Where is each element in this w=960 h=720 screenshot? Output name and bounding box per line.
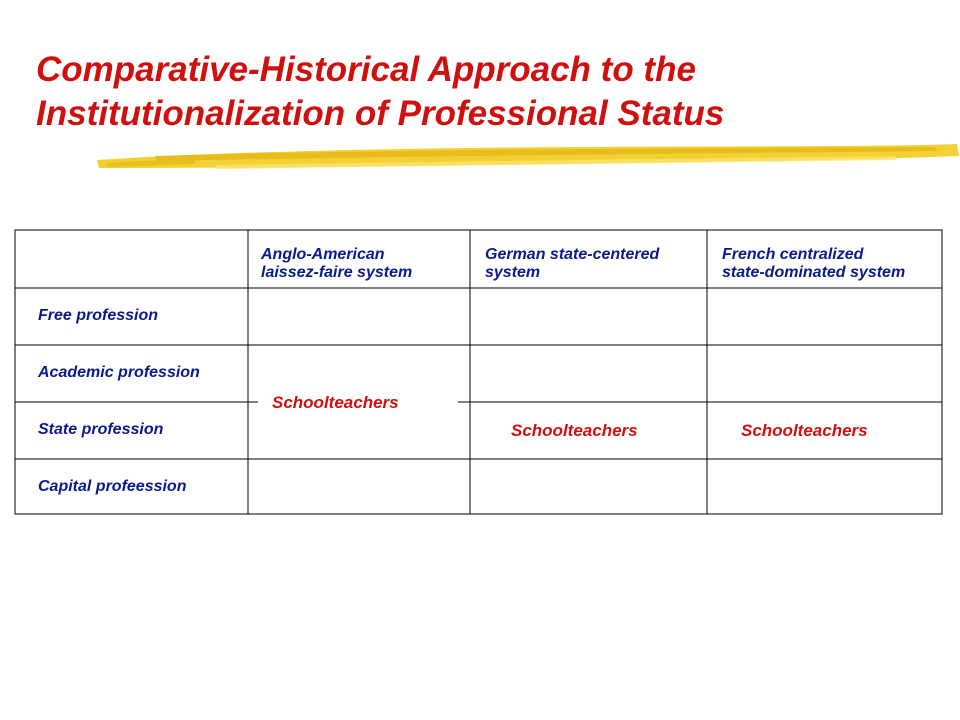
slide-title-line-1: Comparative-Historical Approach to the bbox=[36, 50, 696, 89]
column-header-line: German state-centered bbox=[485, 246, 660, 263]
row-header-state-profession: State profession bbox=[38, 421, 164, 438]
row-header-academic-profession: Academic profession bbox=[38, 364, 200, 381]
placement-anglo-american: Schoolteachers bbox=[269, 393, 402, 413]
column-header-french bbox=[722, 246, 905, 282]
row-header-capital-profession: Capital profeession bbox=[38, 478, 187, 495]
column-header-line: laissez-faire system bbox=[261, 264, 413, 281]
slide-title-line-2: Institutionalization of Professional Status bbox=[36, 94, 725, 133]
column-header-line: French centralized bbox=[722, 246, 864, 263]
column-header-german bbox=[485, 246, 659, 282]
column-header-line: Anglo-American bbox=[261, 246, 385, 263]
column-header-anglo-american bbox=[261, 246, 412, 282]
placement-german: Schoolteachers bbox=[508, 421, 641, 441]
column-header-line: system bbox=[485, 264, 541, 281]
placement-french: Schoolteachers bbox=[738, 421, 871, 441]
row-header-free-profession: Free profession bbox=[38, 307, 159, 324]
column-header-line: state-dominated system bbox=[722, 264, 906, 281]
